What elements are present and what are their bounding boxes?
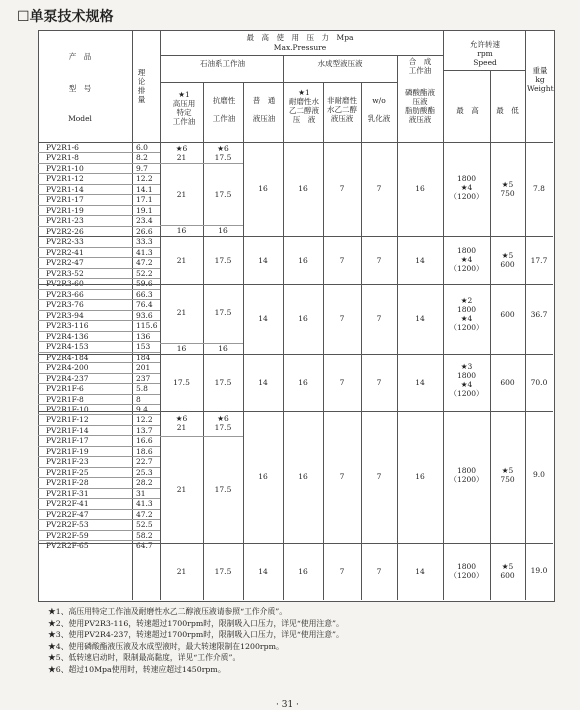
displacement-cell: 93.6 — [136, 310, 153, 320]
row-divider — [38, 540, 160, 541]
model-cell: PV2R1-14 — [46, 184, 84, 194]
g6-speed-min: ★5 600 — [500, 562, 515, 580]
displacement-cell: 25.3 — [136, 467, 153, 477]
g2-b: 17.5 — [214, 256, 232, 265]
header-col-a: ★1 高压用 特定 工作油 — [172, 90, 196, 126]
g5-b: 17.5 — [214, 485, 232, 494]
g2-speed-min: ★5 600 — [500, 251, 515, 269]
row-divider — [38, 467, 160, 468]
row-divider — [38, 414, 160, 415]
g5-a-top: ★6 21 — [175, 414, 188, 432]
header-max-pressure: 最 高 使 用 压 力 Mpa — [246, 33, 354, 42]
g4-weight: 70.0 — [530, 378, 548, 387]
g2-g: 14 — [415, 256, 425, 265]
model-cell: PV2R4-153 — [46, 342, 89, 352]
header-water: 水成型液压液 — [317, 59, 363, 68]
g6-a: 21 — [176, 567, 187, 576]
displacement-cell: 52.2 — [136, 268, 153, 278]
g6-f: 7 — [376, 567, 382, 576]
g5-f: 7 — [376, 472, 382, 481]
header-displacement: 理论排量 — [137, 68, 146, 104]
g5-b-top: ★6 17.5 — [214, 414, 232, 432]
model-cell: PV2R1F-19 — [46, 446, 89, 456]
g3-e: 7 — [339, 314, 345, 323]
g5-e: 7 — [339, 472, 345, 481]
model-cell: PV2R1F-28 — [46, 478, 89, 488]
g6-c: 14 — [258, 567, 268, 576]
g6-weight: 19.0 — [530, 566, 548, 575]
displacement-cell: 16.6 — [136, 436, 153, 446]
model-cell: PV2R3-52 — [46, 268, 84, 278]
footnote: ★6、超过10Mpa使用时，转速应超过1450rpm。 — [48, 664, 226, 674]
displacement-cell: 9.4 — [136, 405, 148, 414]
displacement-cell: 184 — [136, 352, 151, 362]
g2-e: 7 — [339, 256, 345, 265]
header-col-c: 普 通 液压油 — [252, 96, 276, 123]
displacement-cell: 41.3 — [136, 247, 153, 257]
model-cell: PV2R2-33 — [46, 237, 84, 247]
g5-speed-min: ★5 750 — [500, 466, 515, 484]
row-divider — [38, 383, 160, 384]
g2-f: 7 — [376, 256, 382, 265]
header-speed-max: 最 高 — [456, 106, 479, 115]
displacement-cell: 66.3 — [136, 289, 153, 299]
model-cell: PV2R4-237 — [46, 373, 89, 383]
model-cell: PV2R2F-41 — [46, 499, 89, 509]
displacement-cell: 6.0 — [136, 143, 148, 152]
footnote: ★3、使用PV2R4-237，转速超过1700rpm时，限制吸入口压力，详见“使用注意”。 — [48, 630, 344, 639]
g3-weight: 36.7 — [530, 310, 548, 319]
displacement-cell: 19.1 — [136, 205, 153, 215]
g6-d: 16 — [298, 567, 308, 576]
row-divider — [38, 194, 160, 195]
header-col-g: 磷酸酯液 压液 脂肪酸酯 液压液 — [405, 88, 435, 124]
header-model-cn: 型 号 — [68, 84, 92, 93]
displacement-cell: 153 — [136, 342, 151, 352]
row-divider — [38, 373, 160, 374]
g1-weight: 7.8 — [533, 184, 545, 193]
g4-c: 14 — [258, 378, 268, 387]
g4-speed-max: ★3 1800 ★4 （1200） — [449, 362, 484, 398]
g5-c: 16 — [258, 472, 268, 481]
displacement-cell: 201 — [136, 363, 151, 373]
row-divider — [38, 257, 160, 258]
row-divider — [38, 341, 160, 342]
model-cell: PV2R2F-53 — [46, 520, 89, 530]
g2-speed-max: 1800 ★4 （1200） — [449, 246, 484, 273]
model-cell: PV2R3-60 — [46, 279, 84, 289]
g6-speed-max: 1800 （1200） — [449, 562, 484, 580]
g5-d: 16 — [298, 472, 308, 481]
displacement-cell: 18.6 — [136, 446, 153, 456]
displacement-cell: 17.1 — [136, 195, 153, 205]
row-divider — [38, 331, 160, 332]
model-cell: PV2R4-200 — [46, 363, 89, 373]
model-cell: PV2R4-136 — [46, 331, 89, 341]
g3-g: 14 — [415, 314, 425, 323]
g5-weight: 9.0 — [533, 470, 545, 479]
row-divider — [38, 163, 160, 164]
g3-speed-max: ★2 1800 ★4 （1200） — [449, 296, 484, 332]
g2-d: 16 — [298, 256, 308, 265]
g4-g: 14 — [415, 378, 425, 387]
displacement-cell: 5.8 — [136, 384, 148, 394]
g2-a: 21 — [176, 256, 187, 265]
g6-b: 17.5 — [214, 567, 232, 576]
row-divider — [38, 477, 160, 478]
row-divider — [38, 425, 160, 426]
row-divider — [38, 289, 160, 290]
displacement-cell: 64.7 — [136, 541, 153, 551]
displacement-cell: 9.7 — [136, 163, 148, 173]
displacement-cell: 76.4 — [136, 300, 153, 310]
g1-speed-min: ★5 750 — [500, 180, 515, 198]
model-cell: PV2R1-6 — [46, 143, 79, 152]
model-cell: PV2R1F-25 — [46, 467, 89, 477]
model-cell: PV2R2F-59 — [46, 530, 89, 540]
model-cell: PV2R4-184 — [46, 352, 89, 362]
row-divider — [38, 435, 160, 436]
displacement-cell: 237 — [136, 373, 151, 383]
model-cell: PV2R1F-14 — [46, 425, 89, 435]
row-divider — [38, 394, 160, 395]
g4-e: 7 — [339, 378, 345, 387]
g3-a: 21 — [176, 308, 187, 317]
row-divider — [38, 205, 160, 206]
g3-c: 14 — [258, 314, 268, 323]
g5-a: 21 — [176, 485, 187, 494]
header-max-pressure-en: Max.Pressure — [273, 43, 327, 52]
displacement-cell: 13.7 — [136, 425, 153, 435]
header-col-e: 非耐磨性 水乙二醇 液压液 — [327, 96, 357, 123]
row-divider — [38, 226, 160, 227]
displacement-cell: 14.1 — [136, 184, 153, 194]
displacement-cell: 59.6 — [136, 279, 153, 289]
g6-e: 7 — [339, 567, 345, 576]
displacement-cell: 47.2 — [136, 258, 153, 268]
row-divider — [38, 173, 160, 174]
displacement-cell: 22.7 — [136, 457, 153, 467]
row-divider — [38, 184, 160, 185]
g1-f: 7 — [376, 184, 382, 193]
displacement-cell: 47.2 — [136, 509, 153, 519]
g4-f: 7 — [376, 378, 382, 387]
checkbox-icon: ☐ — [17, 9, 30, 25]
header-synthetic: 合 成 工作油 — [408, 57, 432, 75]
g1-g: 16 — [415, 184, 425, 193]
row-divider — [38, 519, 160, 520]
model-cell: PV2R1F-10 — [46, 405, 89, 414]
g1-c: 16 — [258, 184, 268, 193]
model-cell: PV2R3-94 — [46, 310, 84, 320]
row-divider — [38, 299, 160, 300]
header-speed: 允许转速 rpm Speed — [470, 40, 500, 67]
row-divider — [38, 152, 160, 153]
displacement-cell: 31 — [136, 488, 146, 498]
g3-d: 16 — [298, 314, 308, 323]
displacement-cell: 58.2 — [136, 530, 153, 540]
model-cell: PV2R1F-23 — [46, 457, 89, 467]
model-cell: PV2R1-17 — [46, 195, 84, 205]
g1-b-top: ★6 17.5 — [214, 144, 232, 162]
model-cell: PV2R2F-65 — [46, 541, 89, 551]
model-cell: PV2R3-66 — [46, 289, 84, 299]
model-cell: PV2R1F-31 — [46, 488, 89, 498]
model-cell: PV2R2-26 — [46, 226, 84, 236]
footnote: ★5、低转速启动时，限制最高黏度，详见“工作介质”。 — [48, 653, 241, 662]
model-cell: PV2R1-8 — [46, 153, 79, 163]
row-divider — [38, 278, 160, 279]
g1-b-bot: 16 — [218, 226, 228, 235]
header-col-b: 抗磨性 工作油 — [212, 96, 236, 123]
g2-c: 14 — [258, 256, 268, 265]
model-cell: PV2R3-116 — [46, 321, 89, 331]
displacement-cell: 33.3 — [136, 237, 153, 247]
g5-speed-max: 1800 （1200） — [449, 466, 484, 484]
model-cell: PV2R2F-47 — [46, 509, 89, 519]
g4-b: 17.5 — [214, 378, 232, 387]
model-cell: PV2R1-23 — [46, 216, 84, 226]
footnotes — [48, 606, 344, 675]
model-cell: PV2R1F-6 — [46, 384, 84, 394]
row-divider — [38, 456, 160, 457]
g4-d: 16 — [298, 378, 308, 387]
g1-b-mid: 17.5 — [214, 190, 232, 199]
footnote: ★4、使用磷酸酯液压液及水成型液时，最大转速限制在1200rpm。 — [48, 641, 284, 651]
g6-g: 14 — [415, 567, 425, 576]
g1-a-mid: 21 — [176, 190, 187, 199]
model-cell: PV2R2-47 — [46, 258, 84, 268]
model-cell: PV2R1F-8 — [46, 394, 84, 404]
row-divider — [38, 247, 160, 248]
g1-e: 7 — [339, 184, 345, 193]
footnote: ★2、使用PV2R3-116，转速超过1700rpm时，限制吸入口压力，详见“使用注意”。 — [48, 618, 344, 628]
header-col-d: ★1 耐磨性水 乙二醇液 压 液 — [289, 88, 319, 124]
g4-a: 17.5 — [173, 378, 190, 387]
model-cell: PV2R1F-17 — [46, 436, 89, 446]
row-divider — [38, 362, 160, 363]
displacement-cell: 26.6 — [136, 226, 153, 236]
row-divider — [38, 404, 160, 405]
model-cell: PV2R1-12 — [46, 174, 84, 184]
displacement-cell: 52.5 — [136, 520, 153, 530]
g3-b: 17.5 — [214, 308, 232, 317]
row-divider — [38, 488, 160, 489]
g1-speed-max: 1800 ★4 （1200） — [449, 174, 484, 201]
row-divider — [38, 446, 160, 447]
displacement-cell: 136 — [136, 331, 151, 341]
g1-a-bot: 16 — [176, 226, 187, 235]
g1-a-top: ★6 21 — [175, 144, 188, 162]
displacement-cell: 12.2 — [136, 415, 153, 425]
row-divider — [38, 320, 160, 321]
row-divider — [38, 498, 160, 499]
model-cell: PV2R1F-12 — [46, 415, 89, 425]
model-cell: PV2R3-76 — [46, 300, 84, 310]
footnote: ★1、高压用特定工作油及耐磨性水乙二醇液压液请参照“工作介质”。 — [48, 607, 288, 616]
header-speed-min: 最 低 — [496, 106, 519, 115]
g5-g: 16 — [415, 472, 425, 481]
g2-weight: 17.7 — [530, 256, 548, 265]
displacement-cell: 8 — [136, 394, 141, 404]
g3-a-bot: 16 — [176, 344, 187, 353]
header-model-en: Model — [68, 114, 92, 123]
displacement-cell: 115.6 — [136, 321, 158, 331]
row-divider — [38, 530, 160, 531]
model-cell: PV2R1-19 — [46, 205, 84, 215]
g3-speed-min: 600 — [500, 310, 515, 319]
page-title: ☐单泵技术规格 — [17, 9, 114, 25]
model-cell: PV2R2-41 — [46, 247, 84, 257]
row-divider — [38, 215, 160, 216]
header-petroleum: 石油系工作油 — [200, 59, 245, 68]
model-cell: PV2R1-10 — [46, 163, 84, 173]
row-divider — [38, 509, 160, 510]
g4-speed-min: 600 — [500, 378, 515, 387]
g3-b-bot: 16 — [218, 344, 228, 353]
page-number: · 31 · — [276, 700, 299, 710]
g3-f: 7 — [376, 314, 382, 323]
header-product: 产 品 — [68, 52, 92, 61]
row-divider — [38, 352, 160, 353]
displacement-cell: 28.2 — [136, 478, 153, 488]
displacement-cell: 8.2 — [136, 153, 148, 163]
row-divider — [38, 310, 160, 311]
header-col-f: w/o 乳化液 — [367, 96, 391, 123]
displacement-cell: 23.4 — [136, 216, 153, 226]
displacement-cell: 12.2 — [136, 174, 153, 184]
header-weight: 重量 kg Weight — [527, 66, 554, 93]
g1-d: 16 — [298, 184, 308, 193]
row-divider — [38, 268, 160, 269]
displacement-cell: 41.3 — [136, 499, 153, 509]
